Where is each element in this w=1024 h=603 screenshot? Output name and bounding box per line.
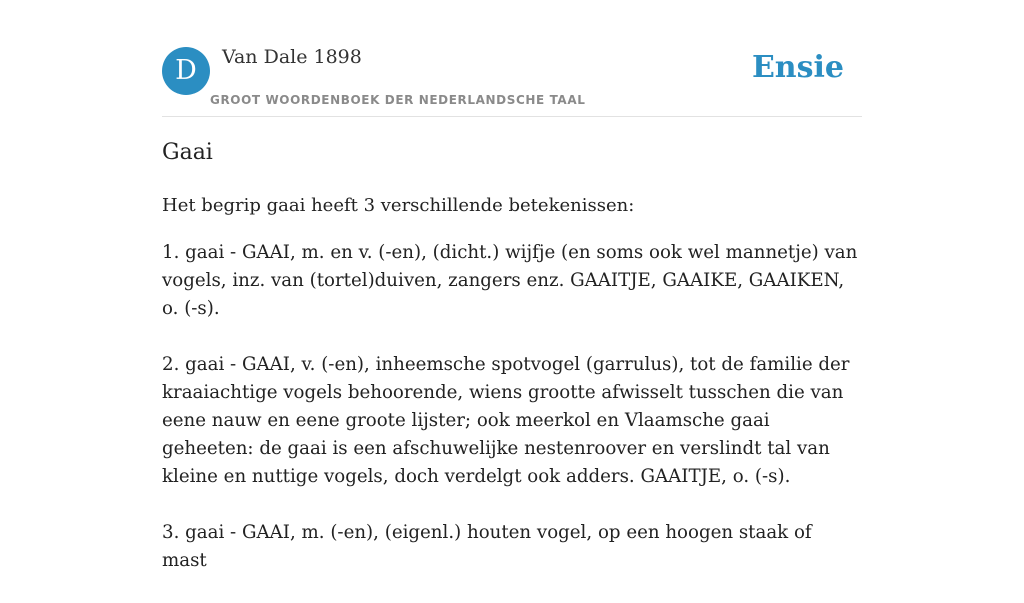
source-subtitle: GROOT WOORDENBOEK DER NEDERLANDSCHE TAAL xyxy=(210,93,586,107)
page-container xyxy=(162,0,862,571)
source-logo[interactable]: D xyxy=(162,47,210,95)
meaning-item: 2. gaai - GAAI, v. (-en), inheemsche spotvogel (garrulus), tot de familie der kraaiachtige vogels behoorende, wiens grootte afwisselt tusschen die van eene nauw en eene groote lijster; ook meerkol en Vlaamsche gaai geheeten: de gaai is een afschuwelijke nestenroover en verslindt tal van kleine en nuttige vogels, doch verdelgt ook adders. GAAITJE, o. (-s). xyxy=(162,354,850,487)
brand-logo[interactable]: Ensie xyxy=(751,50,844,85)
source-title[interactable]: Van Dale 1898 xyxy=(222,46,362,68)
source-header xyxy=(162,0,862,117)
meaning-item: 1. gaai - GAAI, m. en v. (-en), (dicht.) wijfje (en soms ook wel mannetje) van vogels, inz. van (tortel)duiven, zangers enz. GAAITJE, GAAIKE, GAAIKEN, o. (-s). xyxy=(162,242,858,319)
meanings-list xyxy=(162,239,862,603)
meaning-item: 3. gaai - GAAI, m. (-en), (eigenl.) houten vogel, op een hoogen staak of mast xyxy=(162,522,812,571)
entry-intro: Het begrip gaai heeft 3 verschillende betekenissen: xyxy=(162,195,635,216)
page-title: Gaai xyxy=(162,140,213,165)
